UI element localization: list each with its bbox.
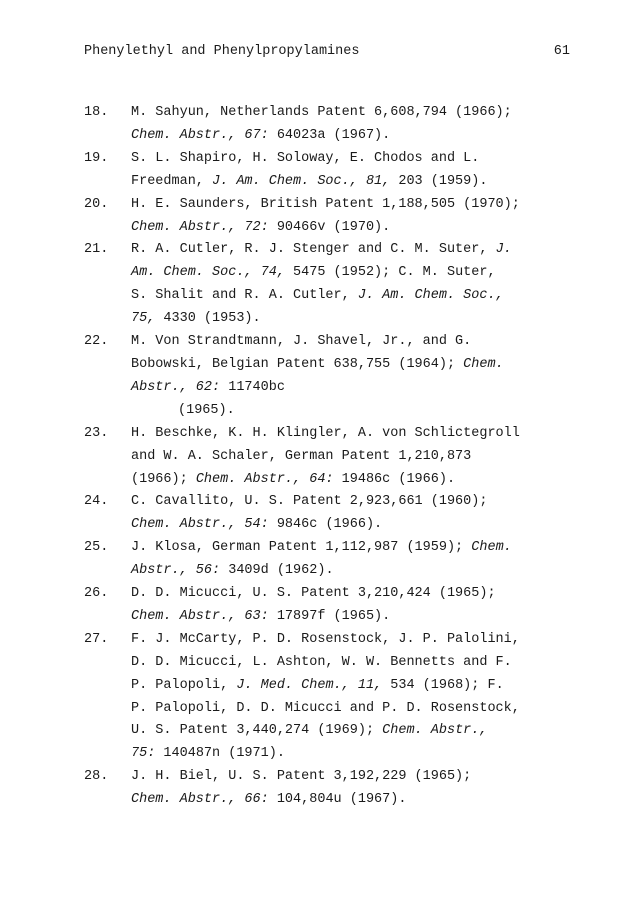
citation-text: 534 (1968); F.	[382, 677, 504, 693]
reference-line	[131, 400, 584, 423]
citation-text: (1966);	[131, 471, 196, 487]
citation-text: P. Palopoli, D. D. Micucci and P. D. Rosenstock,	[131, 700, 520, 716]
reference-line	[131, 377, 584, 400]
reference-number: 27.	[84, 631, 109, 647]
citation-text: C. Cavallito, U. S. Patent 2,923,661 (1960);	[131, 494, 488, 510]
citation-italic-text: Chem. Abstr., 72:	[131, 219, 269, 235]
reference-item	[84, 148, 584, 194]
citation-text: 104,804u (1967).	[268, 792, 407, 808]
citation-text: J. H. Biel, U. S. Patent 3,192,229 (1965);	[131, 769, 472, 785]
reference-item	[84, 629, 584, 766]
citation-text: M. Von Strandtmann, J. Shavel, Jr., and G.	[131, 334, 472, 350]
reference-line	[131, 652, 584, 675]
citation-text: F. J. McCarty, P. D. Rosenstock, J. P. Palolini,	[131, 631, 520, 647]
citation-text: 140487n (1971).	[155, 746, 285, 762]
citation-text: M. Sahyun, Netherlands Patent 6,608,794 (1966);	[131, 105, 512, 120]
reference-line	[131, 766, 584, 789]
citation-italic-text: Chem.	[463, 356, 504, 372]
reference-line	[131, 102, 584, 125]
citation-italic-text: Chem. Abstr., 67:	[131, 127, 269, 143]
reference-line	[131, 675, 584, 698]
reference-number: 28.	[84, 769, 109, 785]
citation-text: Freedman,	[131, 173, 213, 189]
citation-italic-text: Chem. Abstr., 54:	[131, 517, 269, 533]
citation-text: S. Shalit and R. A. Cutler,	[131, 288, 358, 304]
citation-italic-text: J. Am. Chem. Soc.,	[357, 288, 504, 304]
citation-italic-text: 75:	[131, 746, 156, 762]
reference-item	[84, 583, 584, 629]
citation-italic-text: Abstr., 62:	[131, 379, 221, 395]
citation-italic-text: Abstr., 56:	[131, 563, 221, 579]
citation-text: P. Palopoli,	[131, 677, 237, 693]
citation-text: 11740bc	[220, 379, 285, 395]
reference-number: 25.	[84, 540, 109, 556]
citation-text: S. L. Shapiro, H. Soloway, E. Chodos and L.	[131, 150, 480, 166]
reference-list	[84, 102, 584, 812]
citation-italic-text: 75,	[131, 311, 156, 327]
reference-line	[131, 514, 584, 537]
reference-line	[131, 629, 584, 652]
citation-text: D. D. Micucci, U. S. Patent 3,210,424 (1965);	[131, 586, 496, 602]
reference-line	[131, 217, 584, 240]
citation-text: H. E. Saunders, British Patent 1,188,505 (1970);	[131, 196, 520, 212]
reference-number: 21.	[84, 242, 109, 258]
citation-text: J. Klosa, German Patent 1,112,987 (1959);	[131, 540, 472, 556]
reference-line	[131, 423, 584, 446]
reference-line	[131, 560, 584, 583]
reference-item	[84, 537, 584, 583]
citation-text: (1965).	[178, 402, 235, 418]
citation-italic-text: Chem. Abstr., 66:	[131, 792, 269, 808]
reference-line	[131, 285, 584, 308]
citation-text: 9846c (1966).	[268, 517, 383, 533]
citation-text: and W. A. Schaler, German Patent 1,210,873	[131, 448, 472, 464]
citation-text: 90466v (1970).	[268, 219, 391, 235]
citation-text: Bobowski, Belgian Patent 638,755 (1964);	[131, 356, 464, 372]
reference-number: 24.	[84, 494, 109, 510]
reference-item	[84, 102, 584, 148]
reference-number: 22.	[84, 334, 109, 350]
reference-line	[131, 491, 584, 514]
reference-line	[131, 720, 584, 743]
reference-item	[84, 491, 584, 537]
citation-italic-text: J.	[495, 242, 512, 258]
reference-line	[131, 743, 584, 766]
citation-text: R. A. Cutler, R. J. Stenger and C. M. Suter,	[131, 242, 496, 258]
reference-number: 18.	[84, 105, 109, 120]
reference-line	[131, 537, 584, 560]
citation-text: 64023a (1967).	[268, 127, 391, 143]
reference-number: 20.	[84, 196, 109, 212]
citation-italic-text: J. Am. Chem. Soc., 81,	[212, 173, 391, 189]
reference-line	[131, 698, 584, 721]
reference-line	[131, 469, 584, 492]
reference-line	[131, 583, 584, 606]
reference-item	[84, 239, 584, 331]
reference-number: 23.	[84, 425, 109, 441]
reference-item	[84, 766, 584, 812]
citation-text: 17897f (1965).	[268, 608, 391, 624]
page-number: 61	[553, 44, 570, 59]
reference-line	[131, 194, 584, 217]
reference-line	[131, 125, 584, 148]
citation-italic-text: Am. Chem. Soc., 74,	[131, 265, 285, 281]
reference-number: 19.	[84, 150, 109, 166]
reference-line	[131, 262, 584, 285]
citation-text: D. D. Micucci, L. Ashton, W. W. Bennetts and F.	[131, 654, 512, 670]
reference-number: 26.	[84, 586, 109, 602]
citation-text: 3409d (1962).	[220, 563, 334, 579]
citation-text: U. S. Patent 3,440,274 (1969);	[131, 723, 383, 739]
reference-line	[131, 308, 584, 331]
citation-italic-text: J. Med. Chem., 11,	[236, 677, 383, 693]
reference-line	[131, 171, 584, 194]
citation-italic-text: Chem.	[471, 540, 512, 556]
reference-item	[84, 194, 584, 240]
reference-line	[131, 789, 584, 812]
citation-text: H. Beschke, K. H. Klingler, A. von Schlictegroll	[131, 425, 520, 441]
citation-text: 4330 (1953).	[155, 311, 261, 327]
citation-italic-text: Chem. Abstr., 64:	[195, 471, 334, 487]
citation-italic-text: Chem. Abstr., 63:	[131, 608, 269, 624]
reference-line	[131, 239, 584, 262]
running-title: Phenylethyl and Phenylpropylamines	[84, 44, 360, 59]
reference-line	[131, 606, 584, 629]
reference-item	[84, 423, 584, 492]
citation-italic-text: Chem. Abstr.,	[382, 723, 488, 739]
citation-text: 19486c (1966).	[333, 471, 456, 487]
reference-line	[131, 446, 584, 469]
reference-line	[131, 354, 584, 377]
citation-text: 5475 (1952); C. M. Suter,	[284, 265, 496, 281]
reference-line	[131, 331, 584, 354]
citation-text: 203 (1959).	[390, 173, 488, 189]
reference-item	[84, 331, 584, 423]
reference-line	[131, 148, 584, 171]
